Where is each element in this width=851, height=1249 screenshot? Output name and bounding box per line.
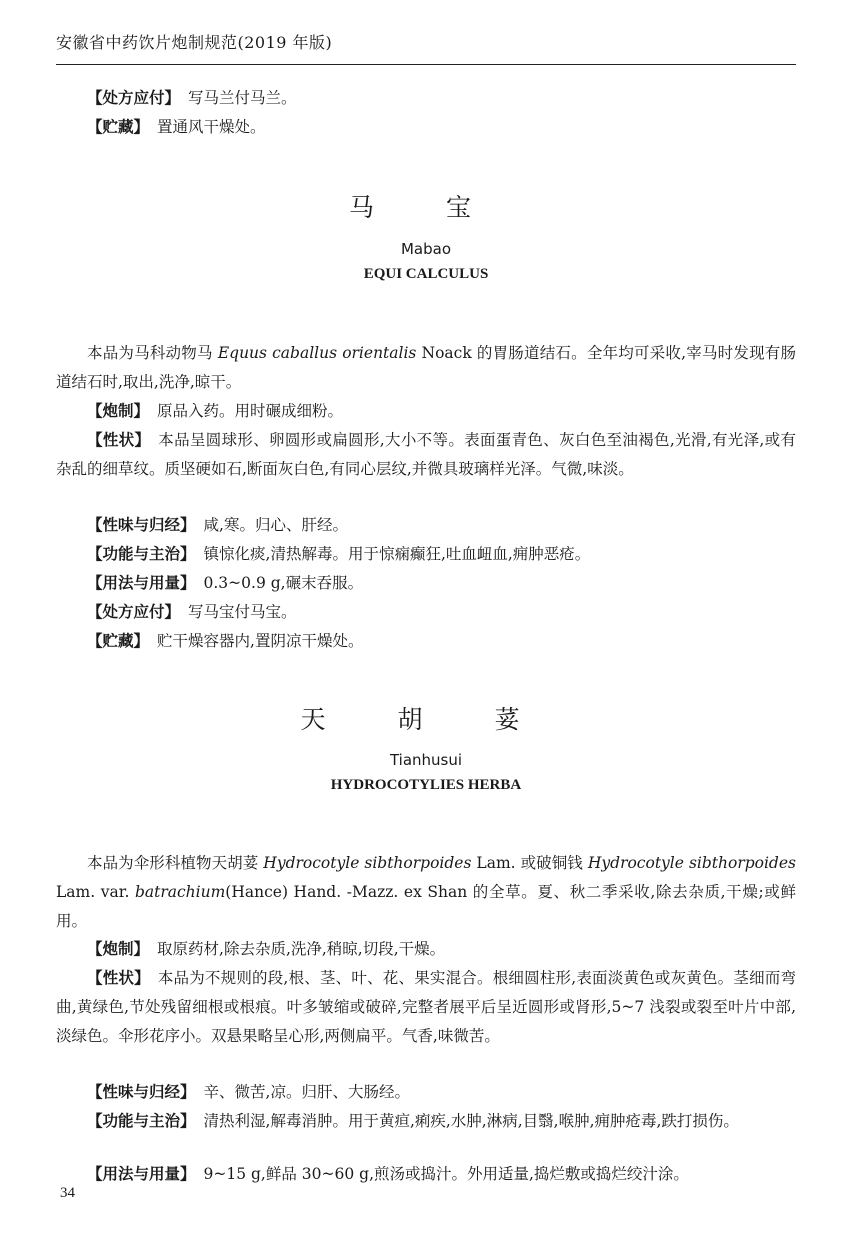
function-tag: 【功能与主治】 [87, 545, 196, 563]
character-tag: 【性状】 [87, 969, 150, 987]
scientific-name: Equus caballus orientalis [217, 344, 417, 362]
function-text: 清热利湿,解毒消肿。用于黄疸,痢疾,水肿,淋病,目翳,喉肿,痈肿疮毒,跌打损伤。 [203, 1112, 739, 1130]
storage-text: 置通风干燥处。 [157, 118, 266, 136]
header-rule [56, 64, 796, 65]
entry-latin-tianhusui: HYDROCOTYLIES HERBA [330, 777, 522, 793]
entry-latin-mabao: EQUI CALCULUS [363, 266, 489, 282]
function-text: 镇惊化痰,清热解毒。用于惊痫癫狂,吐血衄血,痈肿恶疮。 [203, 545, 591, 563]
storage-tag: 【贮藏】 [87, 118, 150, 136]
intro-text: Noack 的胃肠道结石。全年均可采收,宰马时发现有肠道结石时,取出,洗净,晾干。 [56, 344, 796, 391]
intro-text: (Hance) Hand. -Mazz. ex Shan 的全草。夏、秋二季采收,除去杂质,干燥;或鲜用。 [56, 883, 796, 930]
mabao-processing [56, 397, 796, 426]
intro-text: 本品为伞形科植物天胡荽 [87, 854, 264, 872]
entry-title-tianhusui: 天 胡 荽 [300, 705, 552, 734]
tianhusui-nature [56, 1078, 796, 1107]
prescription-tag: 【处方应付】 [87, 603, 181, 621]
character-text: 本品呈圆球形、卵圆形或扁圆形,大小不等。表面蛋青色、灰白色至油褐色,光滑,有光泽,或有杂乱的细草纹。质坚硬如石,断面灰白色,有同心层纹,并微具玻璃样光泽。气微,味淡。 [56, 431, 796, 478]
mabao-intro [56, 339, 796, 397]
mabao-storage [56, 627, 796, 656]
entry-pinyin-mabao: Mabao [400, 240, 452, 258]
usage-text: 9~15 g,鲜品 30~60 g,煎汤或捣汁。外用适量,捣烂敷或捣烂绞汁涂。 [203, 1165, 689, 1183]
processing-tag: 【炮制】 [87, 940, 150, 958]
mabao-prescription [56, 598, 796, 627]
processing-tag: 【炮制】 [87, 402, 150, 420]
nature-tag: 【性味与归经】 [87, 1083, 196, 1101]
usage-tag: 【用法与用量】 [87, 1165, 196, 1183]
processing-text: 原品入药。用时碾成细粉。 [157, 402, 344, 420]
scientific-name: Hydrocotyle sibthorpoides [587, 854, 796, 872]
entry-title-mabao: 马 宝 [349, 193, 503, 222]
tianhusui-character [56, 964, 796, 1051]
usage-text: 0.3~0.9 g,碾末吞服。 [203, 574, 364, 592]
entry-pinyin-tianhusui: Tianhusui [389, 751, 463, 769]
storage-tag: 【贮藏】 [87, 632, 150, 650]
character-tag: 【性状】 [87, 431, 151, 449]
tianhusui-intro [56, 849, 796, 936]
prescription-text: 写马宝付马宝。 [188, 603, 297, 621]
function-tag: 【功能与主治】 [87, 1112, 196, 1130]
prev-prescription [56, 84, 796, 113]
storage-text: 贮干燥容器内,置阴凉干燥处。 [157, 632, 364, 650]
nature-text: 辛、微苦,凉。归肝、大肠经。 [203, 1083, 410, 1101]
intro-text: Lam. 或破铜钱 [471, 854, 588, 872]
usage-tag: 【用法与用量】 [87, 574, 196, 592]
prescription-text: 写马兰付马兰。 [188, 89, 297, 107]
nature-text: 咸,寒。归心、肝经。 [203, 516, 348, 534]
scientific-name: Hydrocotyle sibthorpoides [263, 854, 472, 872]
nature-tag: 【性味与归经】 [87, 516, 196, 534]
intro-text: 本品为马科动物马 [87, 344, 218, 362]
intro-text: Lam. var. [56, 883, 135, 901]
prev-storage [56, 113, 796, 142]
mabao-usage [56, 569, 796, 598]
tianhusui-function [56, 1107, 796, 1136]
tianhusui-processing [56, 935, 796, 964]
mabao-nature [56, 511, 796, 540]
character-text: 本品为不规则的段,根、茎、叶、花、果实混合。根细圆柱形,表面淡黄色或灰黄色。茎细而弯曲,黄绿色,节处残留细根或根痕。叶多皱缩或破碎,完整者展平后呈近圆形或肾形,5~7 浅裂或裂至叶片中部,淡绿色。伞形花序小。双悬果略呈心形,两侧扁平。气香,味微苦。 [56, 969, 796, 1045]
processing-text: 取原药材,除去杂质,洗净,稍晾,切段,干燥。 [157, 940, 446, 958]
mabao-character [56, 426, 796, 484]
mabao-function [56, 540, 796, 569]
scientific-name: batrachium [134, 883, 226, 901]
page-number: 34 [60, 1185, 75, 1201]
prescription-tag: 【处方应付】 [87, 89, 181, 107]
running-header: 安徽省中药饮片炮制规范(2019 年版) [56, 33, 333, 52]
tianhusui-usage [56, 1160, 796, 1189]
